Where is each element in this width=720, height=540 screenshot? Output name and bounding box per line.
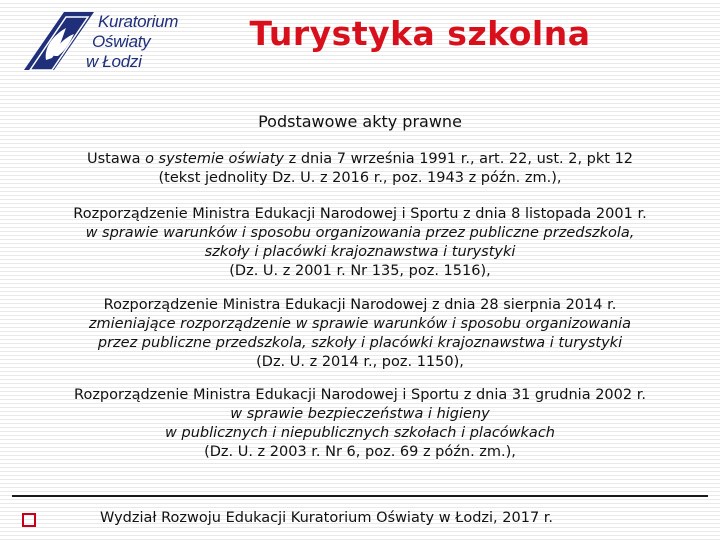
logo-text-line3: w Łodzi bbox=[86, 52, 142, 71]
legal-act-4 bbox=[10, 386, 710, 462]
legal-act-4-line3: w publicznych i niepublicznych szkołach i placówkach bbox=[165, 425, 555, 441]
legal-act-2-line1: Rozporządzenie Ministra Edukacji Narodowej i Sportu z dnia 8 listopada 2001 r. bbox=[73, 206, 647, 222]
legal-act-1 bbox=[10, 150, 710, 188]
legal-act-3-line2: zmieniające rozporządzenie w sprawie warunków i sposobu organizowania bbox=[88, 316, 632, 332]
section-subtitle: Podstawowe akty prawne bbox=[258, 112, 462, 131]
legal-act-1-italic-title: o systemie oświaty bbox=[145, 151, 284, 167]
square-bullet-icon bbox=[22, 513, 36, 527]
page-title: Turystyka szkolna bbox=[249, 14, 591, 53]
legal-act-1-line1 bbox=[10, 150, 710, 169]
logo-text-line2: Oświaty bbox=[92, 32, 151, 51]
legal-act-3-line1: Rozporządzenie Ministra Edukacji Narodowej z dnia 28 sierpnia 2014 r. bbox=[103, 297, 617, 313]
logo bbox=[18, 10, 193, 76]
legal-act-3-line4: (Dz. U. z 2014 r., poz. 1150), bbox=[256, 354, 464, 370]
legal-act-2-line2: w sprawie warunków i sposobu organizowania przez publiczne przedszkola, bbox=[85, 225, 635, 241]
legal-act-4-line1: Rozporządzenie Ministra Edukacji Narodowej i Sportu z dnia 31 grudnia 2002 r. bbox=[74, 387, 646, 403]
legal-act-1-line2: (tekst jednolity Dz. U. z 2016 r., poz. 1943 z późn. zm.), bbox=[158, 170, 562, 186]
footer-divider bbox=[12, 495, 708, 497]
legal-act-2-line3: szkoły i placówki krajoznawstwa i turystyki bbox=[204, 244, 516, 260]
legal-act-1-prefix: Ustawa bbox=[86, 151, 146, 167]
legal-act-4-line4: (Dz. U. z 2003 r. Nr 6, poz. 69 z późn. zm.), bbox=[204, 444, 516, 460]
legal-act-4-line2: w sprawie bezpieczeństwa i higieny bbox=[230, 406, 490, 422]
footer-text: Wydział Rozwoju Edukacji Kuratorium Oświaty w Łodzi, 2017 r. bbox=[100, 510, 554, 526]
logo-text-line1: Kuratorium bbox=[98, 12, 179, 31]
legal-act-1-suffix: z dnia 7 września 1991 r., art. 22, ust. 2, pkt 12 bbox=[284, 151, 634, 167]
legal-act-2 bbox=[10, 205, 710, 281]
legal-act-3-line3: przez publiczne przedszkola, szkoły i placówki krajoznawstwa i turystyki bbox=[97, 335, 623, 351]
legal-act-2-line4: (Dz. U. z 2001 r. Nr 135, poz. 1516), bbox=[229, 263, 491, 279]
legal-act-3 bbox=[10, 296, 710, 372]
